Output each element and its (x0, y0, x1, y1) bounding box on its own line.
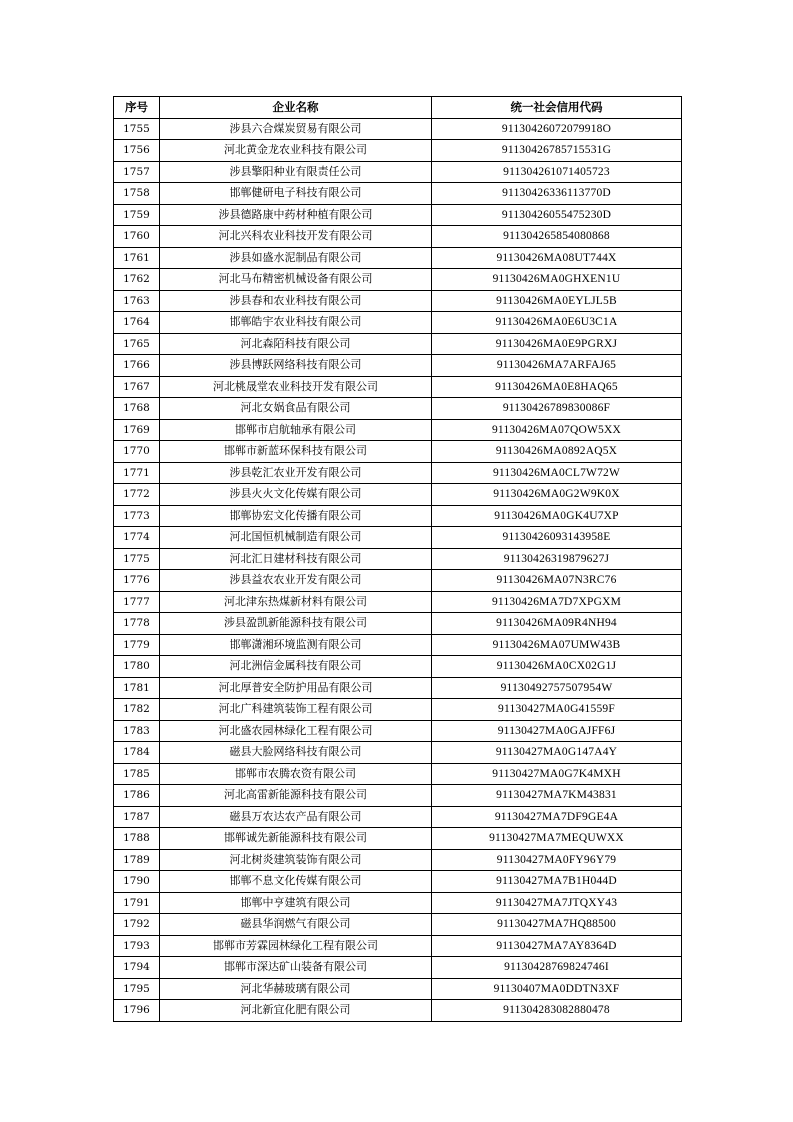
company-name-cell: 涉县博跃网络科技有限公司 (160, 355, 432, 377)
serial-number-cell: 1784 (114, 742, 160, 764)
company-name-cell: 涉县德路康中药材种植有限公司 (160, 204, 432, 226)
credit-code-cell: 91130426MA0GHXEN1U (432, 269, 682, 291)
table-body (114, 118, 682, 1021)
serial-number-cell: 1756 (114, 140, 160, 162)
company-name-cell: 河北女娲食品有限公司 (160, 398, 432, 420)
credit-code-cell: 91130426093143958E (432, 527, 682, 549)
company-name-cell: 河北森陌科技有限公司 (160, 333, 432, 355)
credit-code-cell: 911304261071405723 (432, 161, 682, 183)
credit-code-cell: 91130426MA07QOW5XX (432, 419, 682, 441)
company-name-cell: 邯郸中亨建筑有限公司 (160, 892, 432, 914)
credit-code-cell: 91130426MA0E9PGRXJ (432, 333, 682, 355)
serial-number-cell: 1771 (114, 462, 160, 484)
table-row (114, 312, 682, 334)
serial-number-cell: 1775 (114, 548, 160, 570)
serial-number-cell: 1765 (114, 333, 160, 355)
credit-code-cell: 91130426055475230D (432, 204, 682, 226)
company-name-cell: 邯郸潇湘环境监测有限公司 (160, 634, 432, 656)
company-name-cell: 涉县火火文化传媒有限公司 (160, 484, 432, 506)
table-row (114, 548, 682, 570)
table-row (114, 1000, 682, 1022)
company-name-cell: 磁县华润燃气有限公司 (160, 914, 432, 936)
credit-code-cell: 91130426789830086F (432, 398, 682, 420)
table-row (114, 720, 682, 742)
credit-code-cell: 91130426072079918O (432, 118, 682, 140)
credit-code-cell: 91130427MA7B1H044D (432, 871, 682, 893)
table-row (114, 742, 682, 764)
header-credit-code: 统一社会信用代码 (432, 97, 682, 119)
company-name-cell: 磁县大脸网络科技有限公司 (160, 742, 432, 764)
credit-code-cell: 91130427MA7KM43831 (432, 785, 682, 807)
table-row (114, 376, 682, 398)
table-row (114, 978, 682, 1000)
table-row (114, 247, 682, 269)
table-header (114, 97, 682, 119)
serial-number-cell: 1791 (114, 892, 160, 914)
table-row (114, 505, 682, 527)
credit-code-cell: 91130426MA09R4NH94 (432, 613, 682, 635)
table-row (114, 634, 682, 656)
table-row (114, 226, 682, 248)
serial-number-cell: 1764 (114, 312, 160, 334)
credit-code-cell: 91130426MA0892AQ5X (432, 441, 682, 463)
credit-code-cell: 91130426MA7ARFAJ65 (432, 355, 682, 377)
credit-code-cell: 91130427MA0G41559F (432, 699, 682, 721)
serial-number-cell: 1773 (114, 505, 160, 527)
company-name-cell: 邯郸市芳霖园林绿化工程有限公司 (160, 935, 432, 957)
table-row (114, 849, 682, 871)
credit-code-cell: 91130426319879627J (432, 548, 682, 570)
credit-code-cell: 91130426785715531G (432, 140, 682, 162)
serial-number-cell: 1794 (114, 957, 160, 979)
company-name-cell: 河北华赫玻璃有限公司 (160, 978, 432, 1000)
company-name-cell: 邯郸诚先新能源科技有限公司 (160, 828, 432, 850)
serial-number-cell: 1789 (114, 849, 160, 871)
table-row (114, 570, 682, 592)
serial-number-cell: 1768 (114, 398, 160, 420)
serial-number-cell: 1767 (114, 376, 160, 398)
serial-number-cell: 1763 (114, 290, 160, 312)
credit-code-cell: 91130426MA7D7XPGXM (432, 591, 682, 613)
credit-code-cell: 91130426MA0GK4U7XP (432, 505, 682, 527)
credit-code-cell: 91130426MA0CX02G1J (432, 656, 682, 678)
credit-code-cell: 91130427MA7MEQUWXX (432, 828, 682, 850)
table-row (114, 763, 682, 785)
credit-code-cell: 91130426MA0G2W9K0X (432, 484, 682, 506)
serial-number-cell: 1781 (114, 677, 160, 699)
company-name-cell: 磁县万农达农产品有限公司 (160, 806, 432, 828)
table-row (114, 484, 682, 506)
serial-number-cell: 1759 (114, 204, 160, 226)
table-row (114, 871, 682, 893)
credit-code-cell: 91130426MA08UT744X (432, 247, 682, 269)
table-row (114, 699, 682, 721)
table-row (114, 290, 682, 312)
company-name-cell: 河北厚普安全防护用品有限公司 (160, 677, 432, 699)
company-name-cell: 涉县六合煤炭贸易有限公司 (160, 118, 432, 140)
table-row (114, 914, 682, 936)
table-row (114, 398, 682, 420)
table-row (114, 419, 682, 441)
serial-number-cell: 1790 (114, 871, 160, 893)
company-name-cell: 邯郸市启航轴承有限公司 (160, 419, 432, 441)
credit-code-cell: 911304265854080868 (432, 226, 682, 248)
serial-number-cell: 1757 (114, 161, 160, 183)
serial-number-cell: 1782 (114, 699, 160, 721)
company-name-cell: 邯郸健研电子科技有限公司 (160, 183, 432, 205)
serial-number-cell: 1792 (114, 914, 160, 936)
header-serial-number: 序号 (114, 97, 160, 119)
serial-number-cell: 1785 (114, 763, 160, 785)
company-name-cell: 涉县擎阳种业有限责任公司 (160, 161, 432, 183)
credit-code-cell: 91130426MA0E8HAQ65 (432, 376, 682, 398)
serial-number-cell: 1780 (114, 656, 160, 678)
serial-number-cell: 1796 (114, 1000, 160, 1022)
serial-number-cell: 1779 (114, 634, 160, 656)
company-name-cell: 河北津东热煤新材料有限公司 (160, 591, 432, 613)
company-name-cell: 河北兴科农业科技开发有限公司 (160, 226, 432, 248)
credit-code-cell: 91130426MA07N3RC76 (432, 570, 682, 592)
company-name-cell: 邯郸市农腾农资有限公司 (160, 763, 432, 785)
company-name-cell: 河北马布精密机械设备有限公司 (160, 269, 432, 291)
serial-number-cell: 1769 (114, 419, 160, 441)
table-row (114, 806, 682, 828)
company-name-cell: 邯郸市深达矿山装备有限公司 (160, 957, 432, 979)
table-row (114, 269, 682, 291)
serial-number-cell: 1766 (114, 355, 160, 377)
company-name-cell: 河北高雷新能源科技有限公司 (160, 785, 432, 807)
serial-number-cell: 1755 (114, 118, 160, 140)
table-row (114, 140, 682, 162)
company-name-cell: 河北新宜化肥有限公司 (160, 1000, 432, 1022)
serial-number-cell: 1770 (114, 441, 160, 463)
credit-code-cell: 91130427MA0FY96Y79 (432, 849, 682, 871)
company-name-cell: 邯郸皓宇农业科技有限公司 (160, 312, 432, 334)
company-registry-table (113, 96, 682, 1022)
credit-code-cell: 91130428769824746I (432, 957, 682, 979)
table-row (114, 957, 682, 979)
company-name-cell: 河北广科建筑装饰工程有限公司 (160, 699, 432, 721)
credit-code-cell: 91130427MA7AY8364D (432, 935, 682, 957)
credit-code-cell: 91130427MA0G147A4Y (432, 742, 682, 764)
credit-code-cell: 91130427MA7HQ88500 (432, 914, 682, 936)
company-name-cell: 邯郸市新蓝环保科技有限公司 (160, 441, 432, 463)
company-name-cell: 邯郸协宏文化传播有限公司 (160, 505, 432, 527)
credit-code-cell: 91130426MA0EYLJL5B (432, 290, 682, 312)
company-name-cell: 邯郸不息文化传媒有限公司 (160, 871, 432, 893)
table-row (114, 656, 682, 678)
serial-number-cell: 1778 (114, 613, 160, 635)
company-name-cell: 河北国恒机械制造有限公司 (160, 527, 432, 549)
serial-number-cell: 1788 (114, 828, 160, 850)
credit-code-cell: 91130426MA07UMW43B (432, 634, 682, 656)
table-row (114, 333, 682, 355)
credit-code-cell: 91130426336113770D (432, 183, 682, 205)
serial-number-cell: 1772 (114, 484, 160, 506)
serial-number-cell: 1760 (114, 226, 160, 248)
serial-number-cell: 1793 (114, 935, 160, 957)
table-row (114, 785, 682, 807)
table-row (114, 441, 682, 463)
credit-code-cell: 91130407MA0DDTN3XF (432, 978, 682, 1000)
credit-code-cell: 91130427MA7JTQXY43 (432, 892, 682, 914)
table-row (114, 118, 682, 140)
credit-code-cell: 91130426MA0CL7W72W (432, 462, 682, 484)
table-row (114, 183, 682, 205)
serial-number-cell: 1762 (114, 269, 160, 291)
credit-code-cell: 91130426MA0E6U3C1A (432, 312, 682, 334)
serial-number-cell: 1787 (114, 806, 160, 828)
serial-number-cell: 1761 (114, 247, 160, 269)
company-name-cell: 河北树炎建筑装饰有限公司 (160, 849, 432, 871)
credit-code-cell: 91130427MA0G7K4MXH (432, 763, 682, 785)
company-name-cell: 河北盛农园林绿化工程有限公司 (160, 720, 432, 742)
table-row (114, 677, 682, 699)
company-name-cell: 涉县如盛水泥制品有限公司 (160, 247, 432, 269)
header-company-name: 企业名称 (160, 97, 432, 119)
serial-number-cell: 1774 (114, 527, 160, 549)
table-row (114, 204, 682, 226)
table-row (114, 892, 682, 914)
table-row (114, 613, 682, 635)
credit-code-cell: 91130427MA7DF9GE4A (432, 806, 682, 828)
table-row (114, 935, 682, 957)
serial-number-cell: 1777 (114, 591, 160, 613)
company-name-cell: 河北黄金龙农业科技有限公司 (160, 140, 432, 162)
credit-code-cell: 91130492757507954W (432, 677, 682, 699)
header-row (114, 97, 682, 119)
table-row (114, 591, 682, 613)
company-name-cell: 河北桃晟堂农业科技开发有限公司 (160, 376, 432, 398)
company-name-cell: 涉县春和农业科技有限公司 (160, 290, 432, 312)
serial-number-cell: 1758 (114, 183, 160, 205)
table-row (114, 462, 682, 484)
credit-code-cell: 911304283082880478 (432, 1000, 682, 1022)
company-name-cell: 涉县乾汇农业开发有限公司 (160, 462, 432, 484)
table-row (114, 527, 682, 549)
serial-number-cell: 1776 (114, 570, 160, 592)
company-name-cell: 河北洲信金属科技有限公司 (160, 656, 432, 678)
table-row (114, 161, 682, 183)
serial-number-cell: 1795 (114, 978, 160, 1000)
table-row (114, 828, 682, 850)
serial-number-cell: 1783 (114, 720, 160, 742)
table-row (114, 355, 682, 377)
company-name-cell: 涉县盈凯新能源科技有限公司 (160, 613, 432, 635)
company-name-cell: 涉县益农农业开发有限公司 (160, 570, 432, 592)
serial-number-cell: 1786 (114, 785, 160, 807)
credit-code-cell: 91130427MA0GAJFF6J (432, 720, 682, 742)
company-name-cell: 河北汇日建材科技有限公司 (160, 548, 432, 570)
